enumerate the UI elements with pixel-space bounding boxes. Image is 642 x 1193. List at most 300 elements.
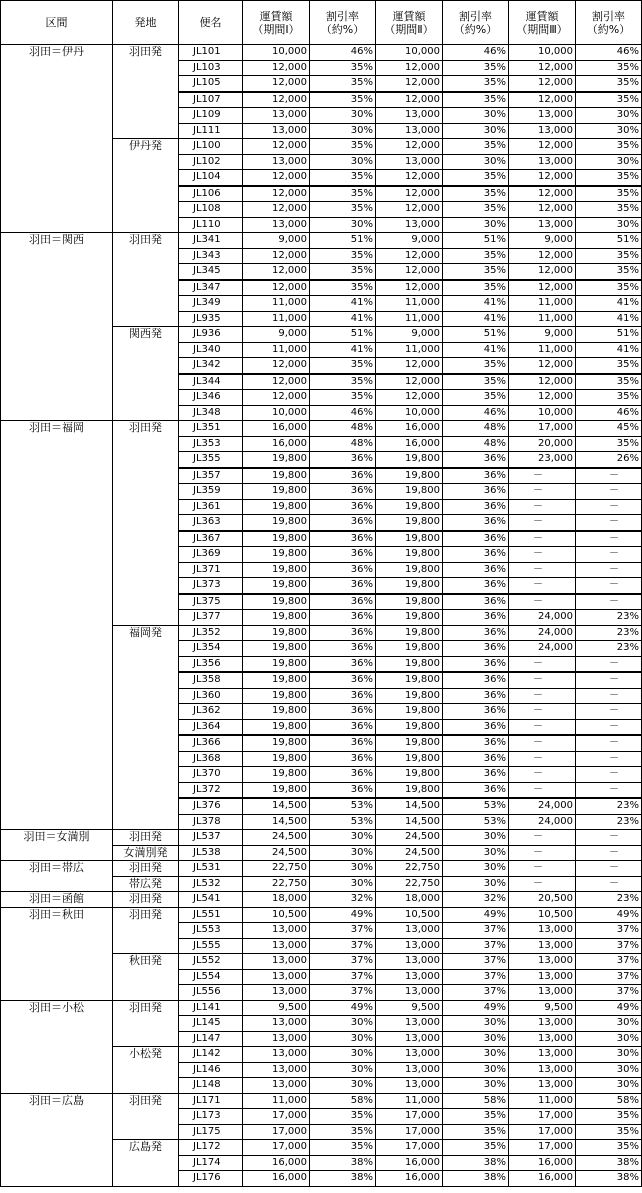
section-name: 羽田＝秋田 bbox=[1, 907, 113, 1000]
rate-period-1-cell: 36% bbox=[310, 672, 376, 688]
flight-number: JL103 bbox=[179, 60, 243, 76]
fare-period-1-cell: 24,500 bbox=[243, 830, 310, 846]
rate-period-3-cell: － bbox=[576, 688, 642, 704]
rate-period-3-cell: 30% bbox=[576, 1078, 642, 1094]
fare-period-2-cell: 10,500 bbox=[376, 907, 443, 923]
rate-period-1-cell: 30% bbox=[310, 1062, 376, 1078]
fare-period-1-cell: 18,000 bbox=[243, 892, 310, 908]
rate-period-1-cell: 36% bbox=[310, 468, 376, 484]
rate-period-2-cell: 36% bbox=[443, 499, 509, 515]
fare-period-1-cell: 19,800 bbox=[243, 704, 310, 720]
rate-period-1-cell: 36% bbox=[310, 562, 376, 578]
fare-period-2-cell: 19,800 bbox=[376, 688, 443, 704]
fare-period-1-cell: 11,000 bbox=[243, 311, 310, 327]
flight-number: JL108 bbox=[179, 202, 243, 218]
rate-period-3-cell: － bbox=[576, 719, 642, 735]
rate-period-2-cell: 30% bbox=[443, 1047, 509, 1063]
rate-period-1-cell: 36% bbox=[310, 452, 376, 468]
rate-period-3-cell: 26% bbox=[576, 452, 642, 468]
fare-period-1-cell: 19,800 bbox=[243, 719, 310, 735]
fare-period-3-cell: 12,000 bbox=[509, 60, 576, 76]
rate-period-2-cell: 36% bbox=[443, 704, 509, 720]
rate-period-2-cell: 35% bbox=[443, 1124, 509, 1140]
rate-period-3-cell: 37% bbox=[576, 923, 642, 939]
flight-number: JL341 bbox=[179, 233, 243, 249]
fare-period-1-cell: 19,800 bbox=[243, 610, 310, 626]
fare-period-3-cell: － bbox=[509, 845, 576, 861]
flight-number: JL368 bbox=[179, 751, 243, 767]
rate-period-2-cell: 36% bbox=[443, 468, 509, 484]
rate-period-1-cell: 41% bbox=[310, 311, 376, 327]
flight-number: JL362 bbox=[179, 704, 243, 720]
flight-number: JL369 bbox=[179, 547, 243, 563]
fare-period-2-cell: 13,000 bbox=[376, 154, 443, 170]
fare-period-3-cell: － bbox=[509, 767, 576, 783]
fare-period-2-cell: 18,000 bbox=[376, 892, 443, 908]
rate-period-1-cell: 46% bbox=[310, 45, 376, 61]
fare-period-3-cell: 12,000 bbox=[509, 280, 576, 296]
rate-period-2-cell: 49% bbox=[443, 907, 509, 923]
rate-period-1-cell: 30% bbox=[310, 876, 376, 892]
rate-period-1-cell: 35% bbox=[310, 139, 376, 155]
header-rate-period-3: 割引率 （約%） bbox=[576, 1, 642, 45]
fare-period-3-cell: 12,000 bbox=[509, 139, 576, 155]
origin-name: 羽田発 bbox=[113, 830, 179, 846]
rate-period-2-cell: 58% bbox=[443, 1093, 509, 1109]
fare-period-3-cell: 16,000 bbox=[509, 1171, 576, 1187]
fare-period-2-cell: 16,000 bbox=[376, 1171, 443, 1187]
rate-period-3-cell: － bbox=[576, 578, 642, 594]
rate-period-3-cell: 30% bbox=[576, 154, 642, 170]
rate-period-2-cell: 36% bbox=[443, 672, 509, 688]
rate-period-3-cell: 23% bbox=[576, 892, 642, 908]
fare-period-1-cell: 17,000 bbox=[243, 1109, 310, 1125]
rate-period-2-cell: 36% bbox=[443, 578, 509, 594]
fare-period-3-cell: 9,000 bbox=[509, 327, 576, 343]
flight-row bbox=[1, 421, 642, 437]
rate-period-1-cell: 48% bbox=[310, 421, 376, 437]
rate-period-1-cell: 30% bbox=[310, 217, 376, 233]
fare-period-2-cell: 19,800 bbox=[376, 610, 443, 626]
rate-period-2-cell: 36% bbox=[443, 767, 509, 783]
fare-period-2-cell: 13,000 bbox=[376, 923, 443, 939]
fare-period-2-cell: 19,800 bbox=[376, 562, 443, 578]
fare-period-3-cell: 11,000 bbox=[509, 296, 576, 312]
fare-period-2-cell: 12,000 bbox=[376, 248, 443, 264]
rate-period-3-cell: － bbox=[576, 531, 642, 547]
fare-period-3-cell: 23,000 bbox=[509, 452, 576, 468]
fare-period-3-cell: 12,000 bbox=[509, 92, 576, 108]
rate-period-3-cell: 35% bbox=[576, 76, 642, 92]
rate-period-1-cell: 36% bbox=[310, 625, 376, 641]
rate-period-2-cell: 36% bbox=[443, 531, 509, 547]
origin-name: 羽田発 bbox=[113, 233, 179, 327]
rate-period-2-cell: 35% bbox=[443, 264, 509, 280]
rate-period-3-cell: － bbox=[576, 547, 642, 563]
rate-period-3-cell: 46% bbox=[576, 405, 642, 421]
fare-period-3-cell: － bbox=[509, 515, 576, 531]
rate-period-1-cell: 36% bbox=[310, 531, 376, 547]
fare-period-3-cell: 24,000 bbox=[509, 610, 576, 626]
fare-period-1-cell: 10,500 bbox=[243, 907, 310, 923]
rate-period-3-cell: 38% bbox=[576, 1171, 642, 1187]
rate-period-3-cell: 35% bbox=[576, 202, 642, 218]
fare-period-1-cell: 13,000 bbox=[243, 1047, 310, 1063]
header-rate-period-2: 割引率 （約%） bbox=[443, 1, 509, 45]
fare-period-3-cell: 24,000 bbox=[509, 625, 576, 641]
flight-number: JL174 bbox=[179, 1155, 243, 1171]
flight-number: JL101 bbox=[179, 45, 243, 61]
fare-period-3-cell: － bbox=[509, 688, 576, 704]
rate-period-2-cell: 35% bbox=[443, 202, 509, 218]
flight-number: JL146 bbox=[179, 1062, 243, 1078]
fare-period-1-cell: 9,000 bbox=[243, 233, 310, 249]
rate-period-2-cell: 36% bbox=[443, 782, 509, 798]
rate-period-2-cell: 48% bbox=[443, 436, 509, 452]
rate-period-3-cell: － bbox=[576, 767, 642, 783]
rate-period-3-cell: 30% bbox=[576, 1047, 642, 1063]
flight-number: JL532 bbox=[179, 876, 243, 892]
fare-period-2-cell: 17,000 bbox=[376, 1109, 443, 1125]
rate-period-1-cell: 35% bbox=[310, 76, 376, 92]
fare-period-1-cell: 13,000 bbox=[243, 1078, 310, 1094]
fare-period-3-cell: － bbox=[509, 876, 576, 892]
fare-table-body bbox=[1, 45, 642, 1187]
rate-period-2-cell: 35% bbox=[443, 170, 509, 186]
fare-period-2-cell: 12,000 bbox=[376, 76, 443, 92]
flight-number: JL358 bbox=[179, 672, 243, 688]
rate-period-1-cell: 35% bbox=[310, 280, 376, 296]
fare-period-3-cell: 12,000 bbox=[509, 76, 576, 92]
fare-period-3-cell: 12,000 bbox=[509, 202, 576, 218]
flight-number: JL541 bbox=[179, 892, 243, 908]
fare-period-3-cell: 13,000 bbox=[509, 1031, 576, 1047]
header-fare-period-1: 運賃額 （期間Ⅰ） bbox=[243, 1, 310, 45]
fare-period-3-cell: 13,000 bbox=[509, 1078, 576, 1094]
header-section: 区間 bbox=[1, 1, 113, 45]
fare-period-3-cell: 13,000 bbox=[509, 954, 576, 970]
rate-period-2-cell: 36% bbox=[443, 625, 509, 641]
rate-period-3-cell: 58% bbox=[576, 1093, 642, 1109]
rate-period-3-cell: － bbox=[576, 782, 642, 798]
fare-period-3-cell: － bbox=[509, 782, 576, 798]
rate-period-1-cell: 36% bbox=[310, 499, 376, 515]
rate-period-3-cell: 35% bbox=[576, 390, 642, 406]
fare-period-2-cell: 16,000 bbox=[376, 1155, 443, 1171]
rate-period-1-cell: 36% bbox=[310, 735, 376, 751]
flight-number: JL175 bbox=[179, 1124, 243, 1140]
rate-period-2-cell: 30% bbox=[443, 217, 509, 233]
rate-period-3-cell: － bbox=[576, 562, 642, 578]
header-origin: 発地 bbox=[113, 1, 179, 45]
fare-period-3-cell: 17,000 bbox=[509, 421, 576, 437]
fare-period-2-cell: 19,800 bbox=[376, 547, 443, 563]
fare-period-3-cell: － bbox=[509, 547, 576, 563]
rate-period-1-cell: 36% bbox=[310, 751, 376, 767]
fare-period-3-cell: － bbox=[509, 484, 576, 500]
rate-period-2-cell: 30% bbox=[443, 861, 509, 877]
rate-period-3-cell: 30% bbox=[576, 1016, 642, 1032]
fare-period-1-cell: 11,000 bbox=[243, 296, 310, 312]
fare-period-3-cell: 11,000 bbox=[509, 311, 576, 327]
flight-number: JL147 bbox=[179, 1031, 243, 1047]
flight-number: JL348 bbox=[179, 405, 243, 421]
fare-period-1-cell: 13,000 bbox=[243, 108, 310, 124]
fare-period-2-cell: 19,800 bbox=[376, 751, 443, 767]
fare-period-2-cell: 19,800 bbox=[376, 735, 443, 751]
fare-period-2-cell: 12,000 bbox=[376, 92, 443, 108]
rate-period-2-cell: 30% bbox=[443, 108, 509, 124]
rate-period-1-cell: 49% bbox=[310, 1000, 376, 1016]
fare-period-1-cell: 19,800 bbox=[243, 656, 310, 672]
rate-period-3-cell: － bbox=[576, 845, 642, 861]
rate-period-3-cell: 23% bbox=[576, 625, 642, 641]
fare-period-3-cell: 10,000 bbox=[509, 45, 576, 61]
rate-period-1-cell: 41% bbox=[310, 296, 376, 312]
rate-period-1-cell: 35% bbox=[310, 264, 376, 280]
fare-period-2-cell: 19,800 bbox=[376, 672, 443, 688]
fare-period-1-cell: 19,800 bbox=[243, 688, 310, 704]
fare-period-1-cell: 16,000 bbox=[243, 436, 310, 452]
origin-name: 羽田発 bbox=[113, 1000, 179, 1047]
flight-number: JL353 bbox=[179, 436, 243, 452]
fare-period-1-cell: 10,000 bbox=[243, 405, 310, 421]
fare-period-1-cell: 13,000 bbox=[243, 1062, 310, 1078]
origin-name: 羽田発 bbox=[113, 892, 179, 908]
fare-period-3-cell: － bbox=[509, 751, 576, 767]
rate-period-3-cell: － bbox=[576, 468, 642, 484]
fare-period-2-cell: 19,800 bbox=[376, 515, 443, 531]
rate-period-2-cell: 46% bbox=[443, 45, 509, 61]
flight-number: JL109 bbox=[179, 108, 243, 124]
rate-period-3-cell: － bbox=[576, 861, 642, 877]
fare-period-3-cell: 13,000 bbox=[509, 985, 576, 1001]
rate-period-2-cell: 41% bbox=[443, 296, 509, 312]
origin-name: 羽田発 bbox=[113, 45, 179, 139]
rate-period-1-cell: 48% bbox=[310, 436, 376, 452]
fare-period-1-cell: 13,000 bbox=[243, 217, 310, 233]
rate-period-1-cell: 53% bbox=[310, 814, 376, 830]
rate-period-1-cell: 35% bbox=[310, 374, 376, 390]
section-name: 羽田＝帯広 bbox=[1, 861, 113, 892]
fare-period-2-cell: 19,800 bbox=[376, 499, 443, 515]
rate-period-2-cell: 36% bbox=[443, 656, 509, 672]
rate-period-1-cell: 35% bbox=[310, 248, 376, 264]
fare-period-2-cell: 13,000 bbox=[376, 1062, 443, 1078]
rate-period-3-cell: － bbox=[576, 484, 642, 500]
header-flight: 便名 bbox=[179, 1, 243, 45]
fare-period-1-cell: 12,000 bbox=[243, 358, 310, 374]
rate-period-1-cell: 36% bbox=[310, 610, 376, 626]
fare-period-2-cell: 19,800 bbox=[376, 782, 443, 798]
rate-period-1-cell: 35% bbox=[310, 60, 376, 76]
fare-period-2-cell: 9,000 bbox=[376, 233, 443, 249]
fare-period-1-cell: 19,800 bbox=[243, 547, 310, 563]
fare-period-3-cell: － bbox=[509, 499, 576, 515]
fare-period-2-cell: 12,000 bbox=[376, 390, 443, 406]
rate-period-2-cell: 35% bbox=[443, 1140, 509, 1156]
rate-period-2-cell: 51% bbox=[443, 233, 509, 249]
rate-period-1-cell: 30% bbox=[310, 830, 376, 846]
rate-period-3-cell: 51% bbox=[576, 233, 642, 249]
fare-period-2-cell: 19,800 bbox=[376, 625, 443, 641]
rate-period-1-cell: 35% bbox=[310, 1124, 376, 1140]
origin-name: 羽田発 bbox=[113, 1093, 179, 1140]
rate-period-2-cell: 30% bbox=[443, 1016, 509, 1032]
fare-period-1-cell: 17,000 bbox=[243, 1124, 310, 1140]
rate-period-3-cell: 23% bbox=[576, 610, 642, 626]
rate-period-2-cell: 30% bbox=[443, 1031, 509, 1047]
header-rate-period-1: 割引率 （約%） bbox=[310, 1, 376, 45]
rate-period-3-cell: 49% bbox=[576, 1000, 642, 1016]
fare-period-2-cell: 9,500 bbox=[376, 1000, 443, 1016]
flight-number: JL102 bbox=[179, 154, 243, 170]
flight-number: JL357 bbox=[179, 468, 243, 484]
rate-period-3-cell: 35% bbox=[576, 436, 642, 452]
fare-period-3-cell: 13,000 bbox=[509, 1047, 576, 1063]
rate-period-2-cell: 35% bbox=[443, 60, 509, 76]
fare-period-1-cell: 19,800 bbox=[243, 468, 310, 484]
rate-period-1-cell: 35% bbox=[310, 92, 376, 108]
rate-period-2-cell: 30% bbox=[443, 154, 509, 170]
rate-period-1-cell: 35% bbox=[310, 1109, 376, 1125]
fare-period-2-cell: 13,000 bbox=[376, 1078, 443, 1094]
fare-period-1-cell: 19,800 bbox=[243, 782, 310, 798]
fare-period-2-cell: 19,800 bbox=[376, 452, 443, 468]
fare-period-3-cell: 24,000 bbox=[509, 798, 576, 814]
rate-period-3-cell: 35% bbox=[576, 170, 642, 186]
flight-number: JL372 bbox=[179, 782, 243, 798]
origin-name: 女満別発 bbox=[113, 845, 179, 861]
flight-number: JL364 bbox=[179, 719, 243, 735]
fare-period-3-cell: 11,000 bbox=[509, 1093, 576, 1109]
fare-period-2-cell: 19,800 bbox=[376, 484, 443, 500]
flight-number: JL554 bbox=[179, 969, 243, 985]
rate-period-2-cell: 36% bbox=[443, 751, 509, 767]
flight-row bbox=[1, 892, 642, 908]
fare-period-2-cell: 24,500 bbox=[376, 830, 443, 846]
rate-period-2-cell: 30% bbox=[443, 830, 509, 846]
flight-number: JL352 bbox=[179, 625, 243, 641]
flight-number: JL342 bbox=[179, 358, 243, 374]
fare-period-2-cell: 19,800 bbox=[376, 767, 443, 783]
rate-period-1-cell: 36% bbox=[310, 547, 376, 563]
flight-number: JL346 bbox=[179, 390, 243, 406]
origin-name: 羽田発 bbox=[113, 907, 179, 954]
flight-number: JL345 bbox=[179, 264, 243, 280]
section-name: 羽田＝福岡 bbox=[1, 421, 113, 830]
fare-period-1-cell: 12,000 bbox=[243, 374, 310, 390]
flight-row bbox=[1, 1093, 642, 1109]
flight-number: JL360 bbox=[179, 688, 243, 704]
rate-period-2-cell: 35% bbox=[443, 248, 509, 264]
fare-period-2-cell: 11,000 bbox=[376, 1093, 443, 1109]
fare-period-2-cell: 13,000 bbox=[376, 123, 443, 139]
rate-period-2-cell: 46% bbox=[443, 405, 509, 421]
fare-period-1-cell: 13,000 bbox=[243, 985, 310, 1001]
rate-period-1-cell: 51% bbox=[310, 233, 376, 249]
fare-period-3-cell: － bbox=[509, 719, 576, 735]
rate-period-2-cell: 38% bbox=[443, 1171, 509, 1187]
flight-number: JL367 bbox=[179, 531, 243, 547]
fare-period-2-cell: 17,000 bbox=[376, 1124, 443, 1140]
origin-name: 帯広発 bbox=[113, 876, 179, 892]
rate-period-1-cell: 35% bbox=[310, 202, 376, 218]
fare-period-1-cell: 12,000 bbox=[243, 202, 310, 218]
rate-period-1-cell: 37% bbox=[310, 938, 376, 954]
rate-period-2-cell: 30% bbox=[443, 876, 509, 892]
fare-period-2-cell: 24,500 bbox=[376, 845, 443, 861]
rate-period-3-cell: － bbox=[576, 830, 642, 846]
flight-row bbox=[1, 861, 642, 877]
rate-period-3-cell: － bbox=[576, 751, 642, 767]
flight-number: JL373 bbox=[179, 578, 243, 594]
rate-period-2-cell: 51% bbox=[443, 327, 509, 343]
fare-period-1-cell: 22,750 bbox=[243, 876, 310, 892]
flight-number: JL552 bbox=[179, 954, 243, 970]
rate-period-3-cell: 23% bbox=[576, 814, 642, 830]
rate-period-3-cell: － bbox=[576, 499, 642, 515]
fare-period-1-cell: 13,000 bbox=[243, 923, 310, 939]
rate-period-1-cell: 38% bbox=[310, 1155, 376, 1171]
fare-period-2-cell: 10,000 bbox=[376, 45, 443, 61]
rate-period-1-cell: 35% bbox=[310, 390, 376, 406]
header-fare-period-3: 運賃額 （期間Ⅲ） bbox=[509, 1, 576, 45]
rate-period-3-cell: 23% bbox=[576, 641, 642, 657]
fare-period-2-cell: 12,000 bbox=[376, 280, 443, 296]
fare-period-3-cell: － bbox=[509, 672, 576, 688]
flight-number: JL359 bbox=[179, 484, 243, 500]
fare-period-2-cell: 13,000 bbox=[376, 985, 443, 1001]
rate-period-2-cell: 35% bbox=[443, 1109, 509, 1125]
fare-period-2-cell: 11,000 bbox=[376, 311, 443, 327]
fare-period-1-cell: 12,000 bbox=[243, 390, 310, 406]
fare-period-3-cell: － bbox=[509, 468, 576, 484]
section-name: 羽田＝小松 bbox=[1, 1000, 113, 1093]
rate-period-3-cell: 30% bbox=[576, 1062, 642, 1078]
rate-period-2-cell: 37% bbox=[443, 923, 509, 939]
flight-number: JL375 bbox=[179, 594, 243, 610]
rate-period-1-cell: 36% bbox=[310, 704, 376, 720]
fare-period-2-cell: 12,000 bbox=[376, 202, 443, 218]
flight-number: JL110 bbox=[179, 217, 243, 233]
rate-period-2-cell: 30% bbox=[443, 845, 509, 861]
section-name: 羽田＝女満別 bbox=[1, 830, 113, 861]
rate-period-3-cell: － bbox=[576, 594, 642, 610]
fare-period-3-cell: － bbox=[509, 578, 576, 594]
fare-period-2-cell: 12,000 bbox=[376, 264, 443, 280]
fare-period-3-cell: 17,000 bbox=[509, 1140, 576, 1156]
fare-period-1-cell: 13,000 bbox=[243, 123, 310, 139]
flight-number: JL555 bbox=[179, 938, 243, 954]
rate-period-1-cell: 36% bbox=[310, 515, 376, 531]
fare-period-1-cell: 19,800 bbox=[243, 735, 310, 751]
rate-period-2-cell: 36% bbox=[443, 688, 509, 704]
rate-period-2-cell: 36% bbox=[443, 610, 509, 626]
rate-period-1-cell: 30% bbox=[310, 1016, 376, 1032]
rate-period-1-cell: 36% bbox=[310, 782, 376, 798]
rate-period-3-cell: 46% bbox=[576, 45, 642, 61]
rate-period-3-cell: 30% bbox=[576, 217, 642, 233]
fare-period-1-cell: 19,800 bbox=[243, 531, 310, 547]
fare-period-2-cell: 22,750 bbox=[376, 861, 443, 877]
fare-period-3-cell: 17,000 bbox=[509, 1124, 576, 1140]
header-fare-period-2: 運賃額 （期間Ⅱ） bbox=[376, 1, 443, 45]
rate-period-1-cell: 51% bbox=[310, 327, 376, 343]
fare-period-2-cell: 11,000 bbox=[376, 296, 443, 312]
fare-period-1-cell: 11,000 bbox=[243, 1093, 310, 1109]
rate-period-2-cell: 36% bbox=[443, 594, 509, 610]
